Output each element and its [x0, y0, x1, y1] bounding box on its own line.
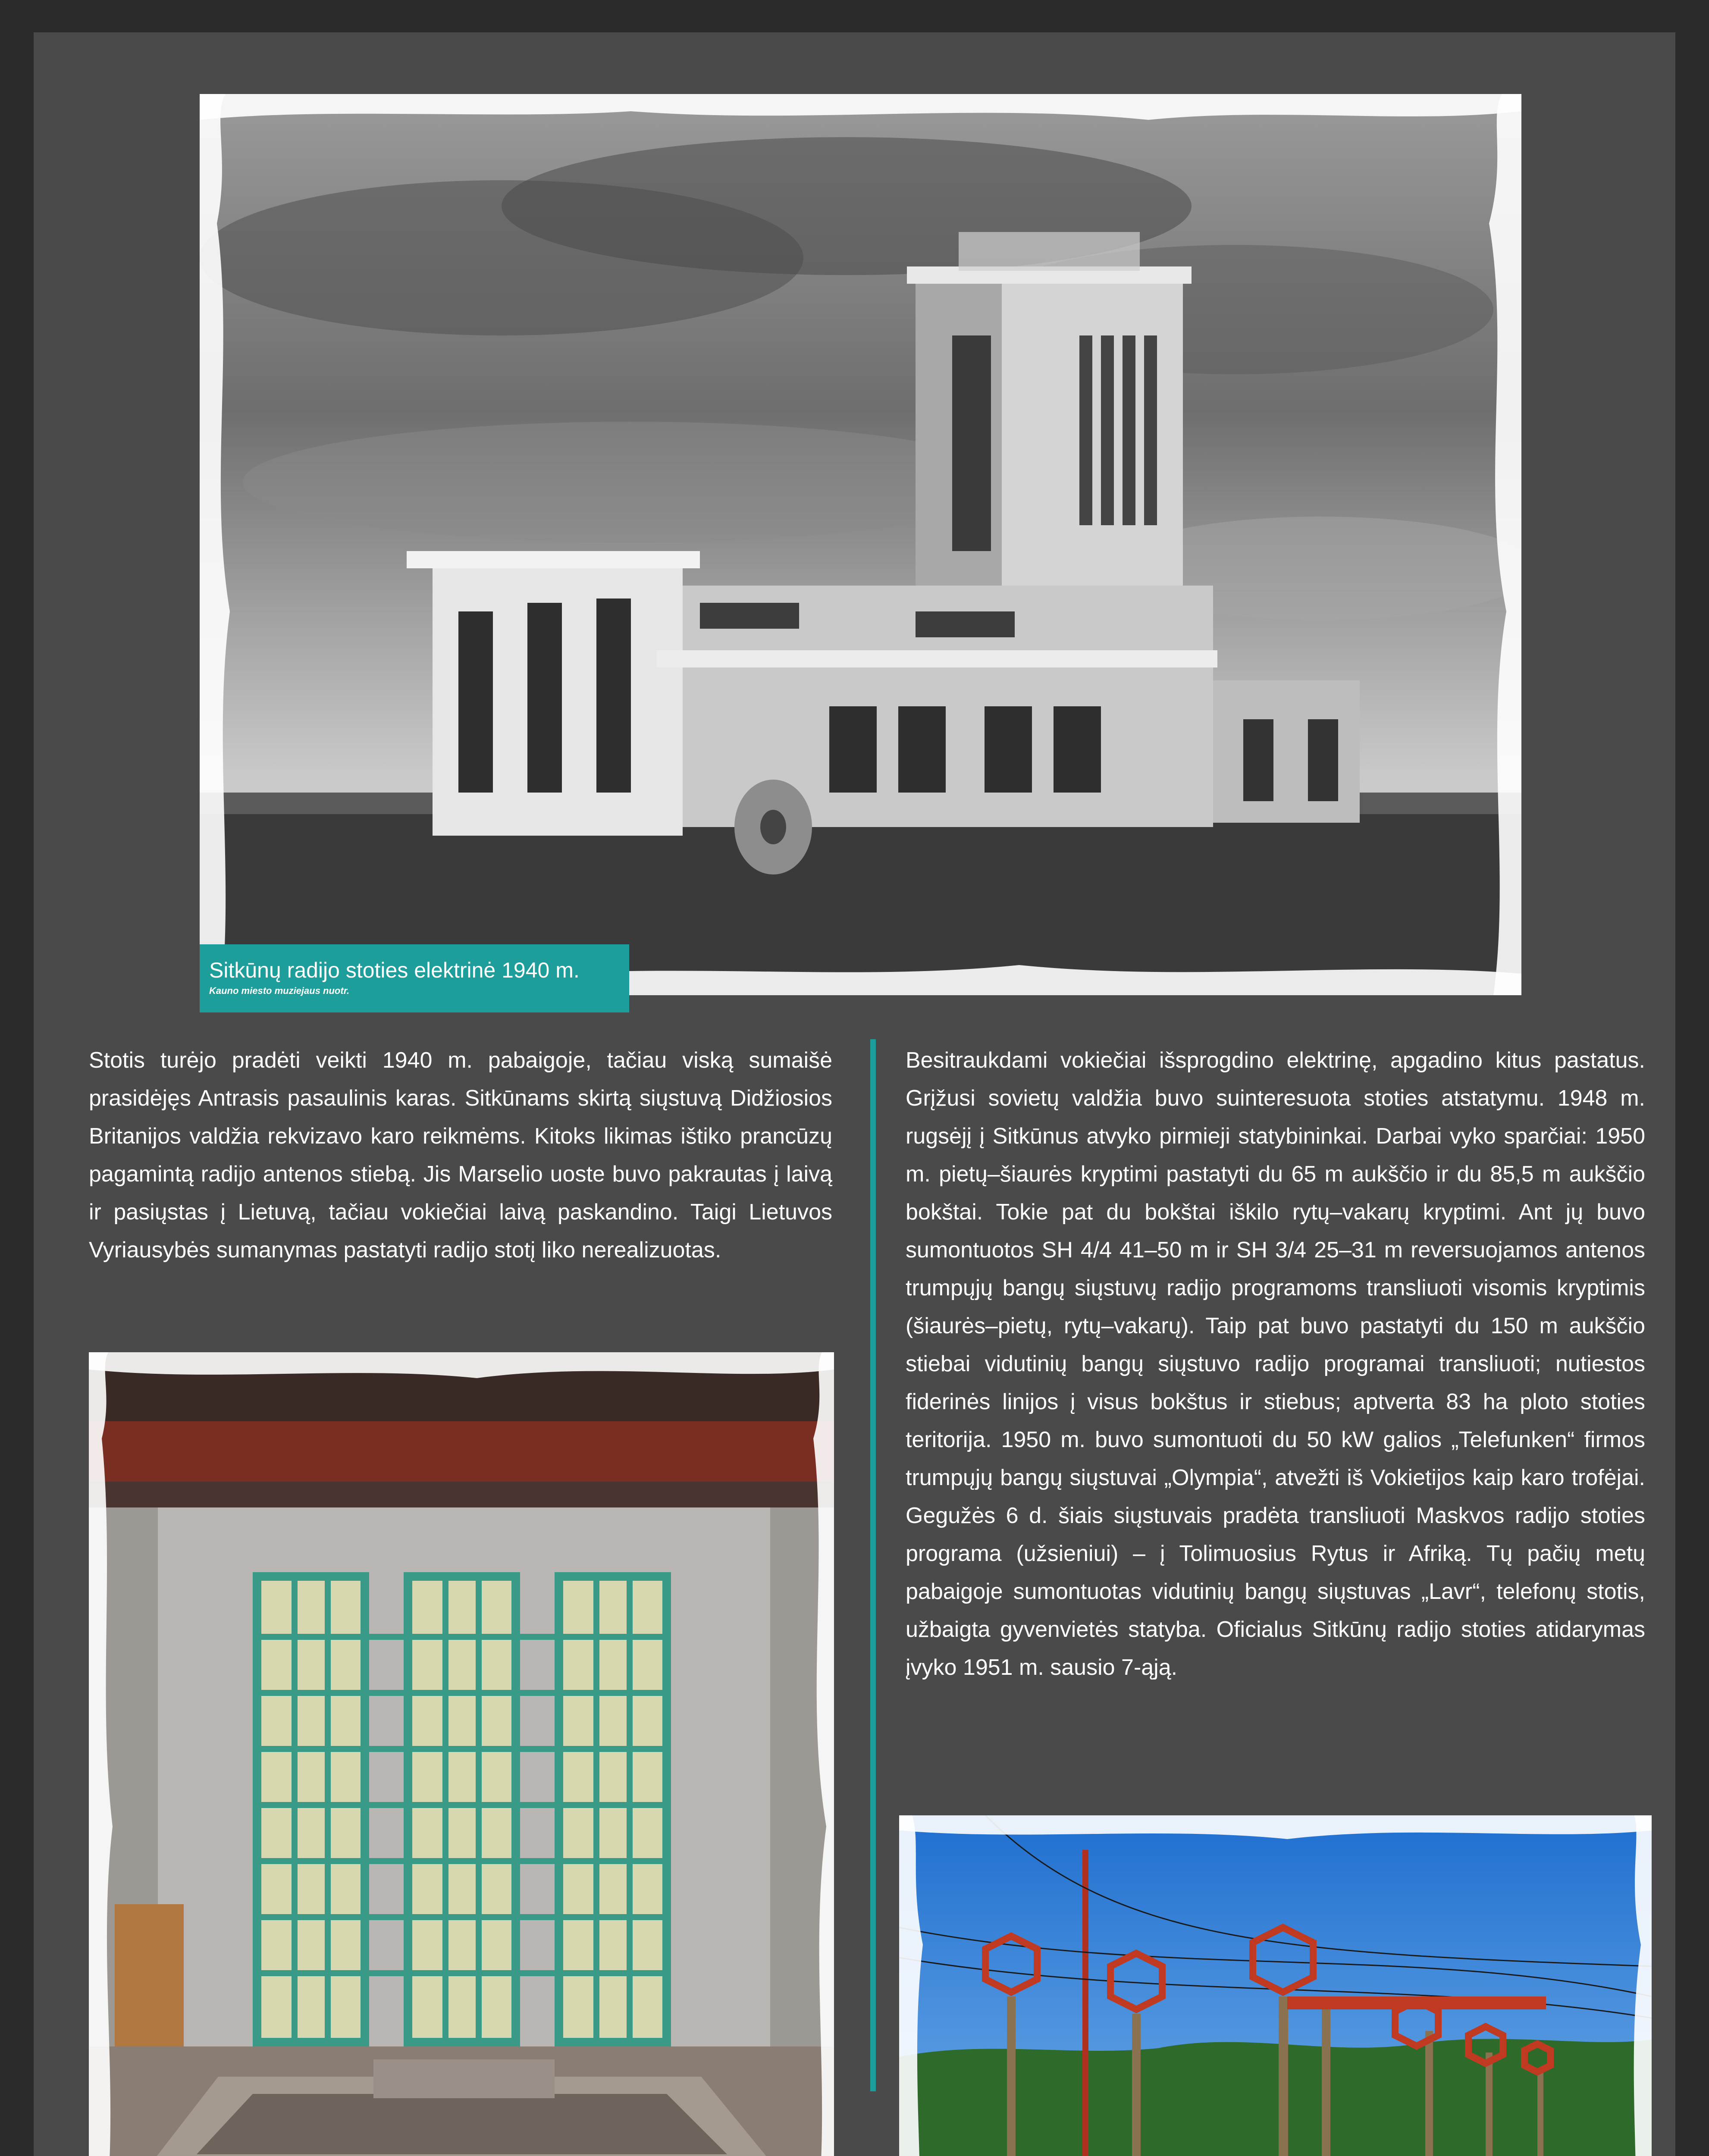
photo-power-station-1940: [200, 94, 1521, 995]
caption-power-station: [200, 944, 629, 1012]
caption-power-station-text: Sitkūnų radijo stoties elektrinė 1940 m.: [209, 958, 580, 982]
caption-power-station-credit: Kauno miesto muziejaus nuotr.: [209, 985, 350, 996]
column-divider: [870, 1039, 876, 2091]
photo-main-hall: [89, 1352, 834, 2156]
photo-feeders: [899, 1815, 1652, 2156]
text-right-column: Besitraukdami vokiečiai išsprogdino elektrinę, apgadino kitus pastatus. Grįžusi sovietų valdžia buvo suinteresuota stoties atstatymu. 1948 m. rugsėjį į Sitkūnus atvyko pirmieji statybininkai. Darbai vyko sparčiai: 1950 m. pietų–šiaurės kryptimi pastatyti du 65 m aukščio ir du 85,5 m aukščio bokštai. Tokie pat du bokštai iškilo rytų–vakarų kryptimi. Ant jų buvo sumontuotos SH 4/4 41–50 m ir SH 3/4 25–31 m reversuojamos antenos trumpųjų bangų siųstuvų radijo programoms transliuoti visomis kryptimis (šiaurės–pietų, rytų–vakarų). Taip pat buvo pastatyti du 150 m aukščio stiebai vidutinių bangų siųstuvo radijo programai transliuoti; nutiestos fiderinės linijos į visus bokštus ir stiebus; aptverta 83 ha ploto stoties teritorija. 1950 m. buvo sumontuoti du 50 kW galios „Telefunken“ firmos trumpųjų bangų siųstuvai „Olympia“, atvežti iš Vokietijos kaip karo trofėjai. Gegužės 6 d. šiais siųstuvais pradėta transliuoti Maskvos radijo stoties programa (užsieniui) – į Tolimuosius Rytus ir Afriką. Tų pačių metų pabaigoje sumontuotas vidutinių bangų siųstuvas „Lavr“, telefonų stotis, užbaigta gyvenvietės statyba. Oficialus Sitkūnų radijo stoties atidarymas įvyko 1951 m. sausio 7-ąją.: [906, 1048, 1645, 1680]
text-left-column: Stotis turėjo pradėti veikti 1940 m. pabaigoje, tačiau viską sumaišė prasidėjęs Antrasis pasaulinis karas. Sitkūnams skirtą siųstuvą Didžiosios Britanijos valdžia rekvizavo karo reikmėms. Kitoks likimas ištiko prancūzų pagamintą radijo antenos stiebą. Jis Marselio uoste buvo pakrautas į laivą ir pasiųstas į Lietuvą, tačiau vokiečiai laivą paskandino. Taigi Lietuvos Vyriausybės sumanymas pastatyti radijo stotį liko nerealizuotas.: [89, 1048, 832, 1263]
